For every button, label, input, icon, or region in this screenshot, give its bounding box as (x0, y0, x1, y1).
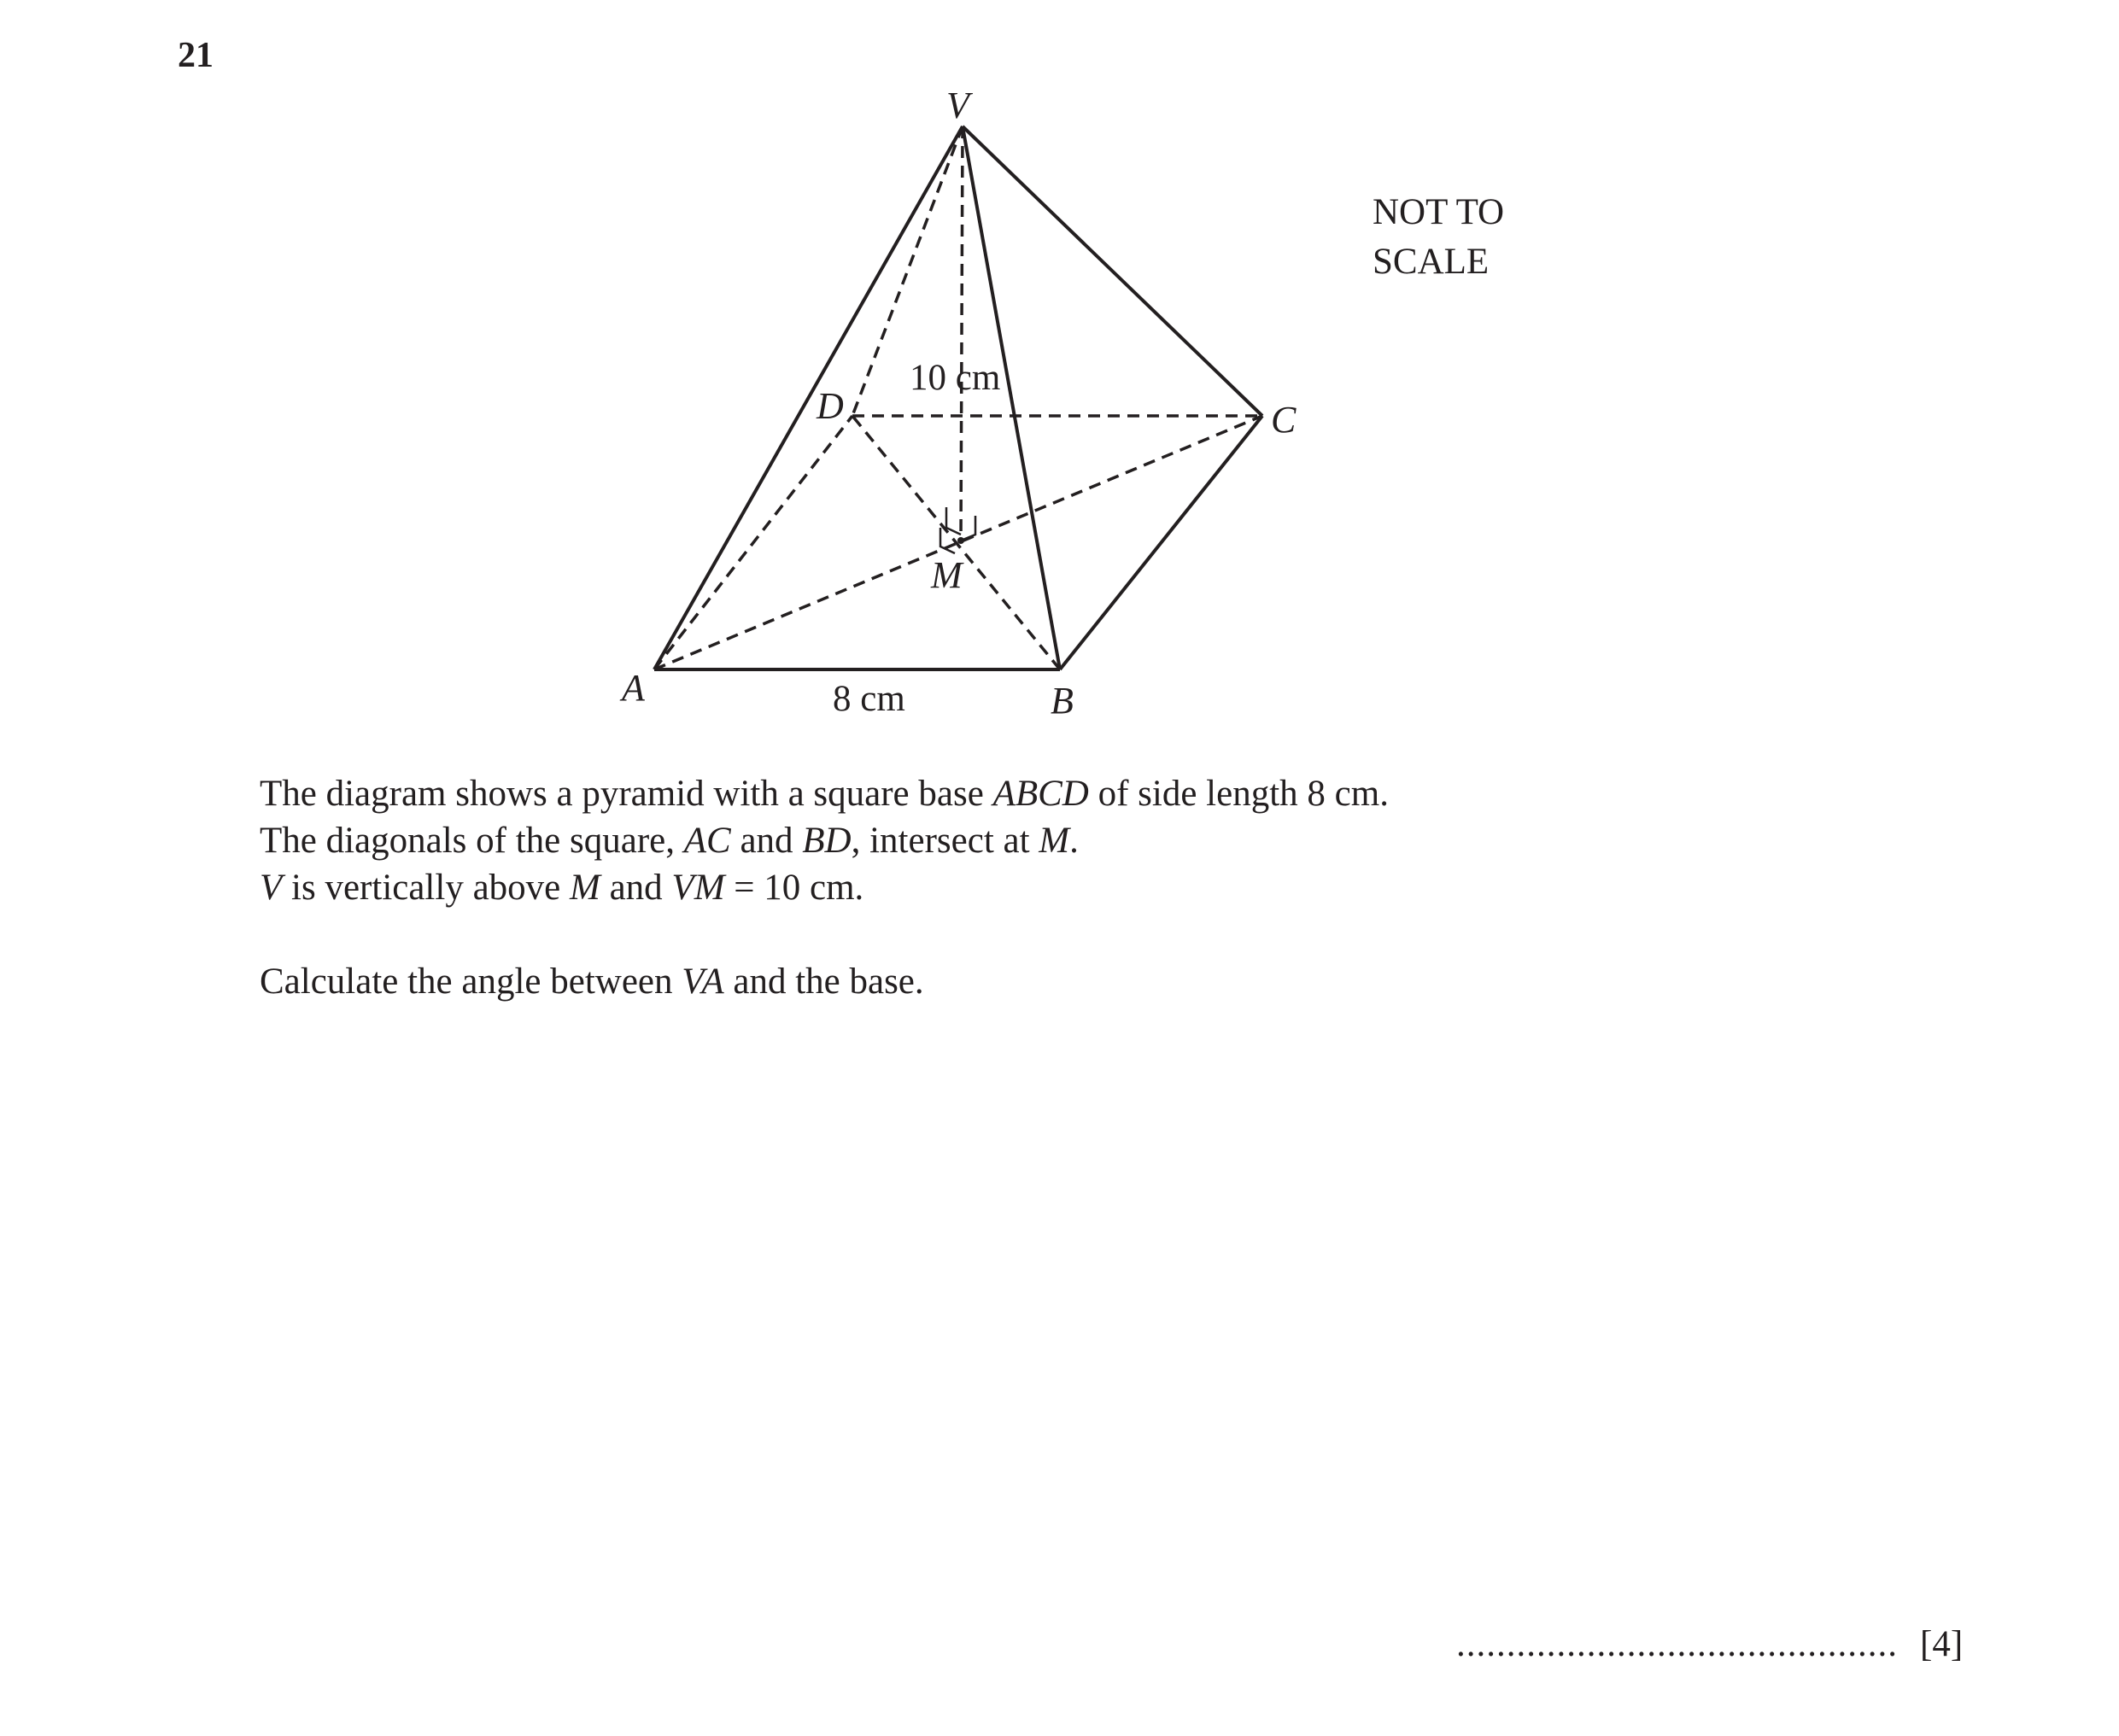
note-line-2: SCALE (1373, 242, 1490, 282)
pyramid-diagram (0, 0, 2119, 769)
edge-va (654, 126, 963, 669)
marks-label: [4] (1920, 1624, 1964, 1664)
text-line-2: The diagonals of the square, AC and BD, intersect at M. (260, 821, 1079, 861)
instruction-line: Calculate the angle between VA and the base. (260, 962, 924, 1002)
answer-line[interactable] (1456, 1626, 1963, 1663)
diagonal-bd (852, 416, 1060, 669)
point-m (957, 537, 964, 544)
answer-dots[interactable]: ............................................ (1456, 1624, 1898, 1664)
vertex-label-d: D (817, 385, 844, 427)
vertex-label-a: A (622, 667, 645, 709)
text-line-3: V is vertically above M and VM = 10 cm. (260, 868, 864, 908)
vertex-label-v: V (946, 85, 969, 126)
vertex-label-m: M (931, 554, 963, 596)
edge-vm (961, 126, 963, 541)
note-line-1: NOT TO (1373, 192, 1505, 232)
vertex-label-b: B (1051, 680, 1074, 722)
vertex-label-c: C (1271, 399, 1297, 441)
not-to-scale-note (1373, 188, 1504, 287)
height-label: 10 cm (910, 358, 1001, 398)
edge-bc (1060, 416, 1262, 669)
edge-ad (654, 416, 852, 669)
question-text (260, 770, 1882, 1005)
side-length-label: 8 cm (833, 679, 905, 719)
question-number: 21 (178, 36, 214, 75)
text-line-1: The diagram shows a pyramid with a square base ABCD of side length 8 cm. (260, 774, 1389, 814)
